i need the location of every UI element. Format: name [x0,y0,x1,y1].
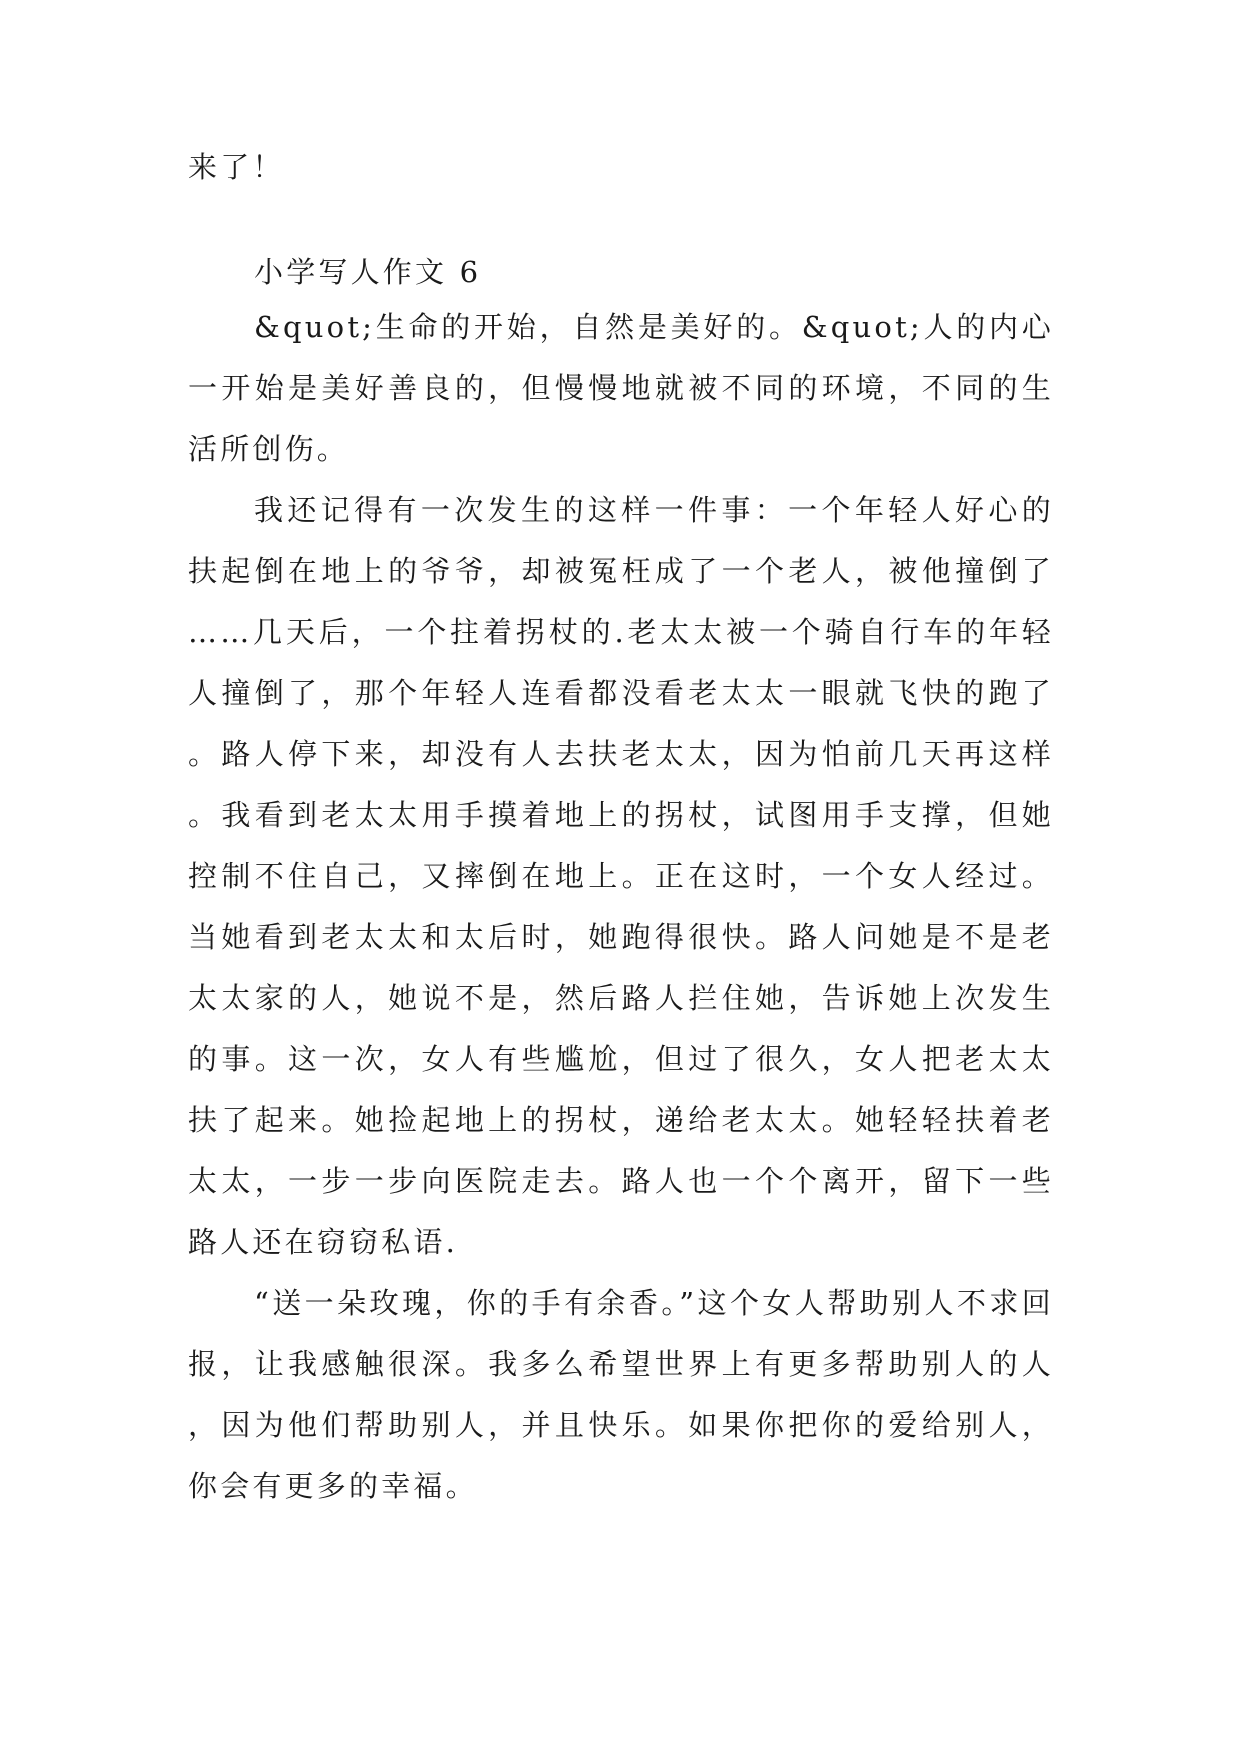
essay-title: 小学写人作文 6 [254,255,482,289]
essay-paragraph-3: “送一朵玫瑰，你的手有余香。”这个女人帮助别人不求回报，让我感触很深。我多么希望世界上有更多帮助别人的人，因为他们帮助别人，并且快乐。如果你把你的爱给别人，你会有更多的幸福。 [188,1286,1054,1503]
continuation-line: 来了！ [188,150,285,184]
essay-body [188,297,1054,1517]
essay-paragraph-2: 我还记得有一次发生的这样一件事：一个年轻人好心的扶起倒在地上的爷爷，却被冤枉成了一个老人，被他撞倒了……几天后，一个拄着拐杖的.老太太被一个骑自行车的年轻人撞倒了，那个年轻人连看都没看老太太一眼就飞快的跑了。路人停下来，却没有人去扶老太太，因为怕前几天再这样。我看到老太太用手摸着地上的拐杖，试图用手支撑，但她控制不住自己，又摔倒在地上。正在这时，一个女人经过。当她看到老太太和太后时，她跑得很快。路人问她是不是老太太家的人，她说不是，然后路人拦住她，告诉她上次发生的事。这一次，女人有些尴尬，但过了很久，女人把老太太扶了起来。她捡起地上的拐杖，递给老太太。她轻轻扶着老太太，一步一步向医院走去。路人也一个个离开，留下一些路人还在窃窃私语. [188,493,1054,1259]
essay-paragraph-1: &quot;生命的开始，自然是美好的。&quot;人的内心一开始是美好善良的，但慢慢地就被不同的环境，不同的生活所创伤。 [188,310,1054,466]
previous-essay-ending [188,137,1054,198]
